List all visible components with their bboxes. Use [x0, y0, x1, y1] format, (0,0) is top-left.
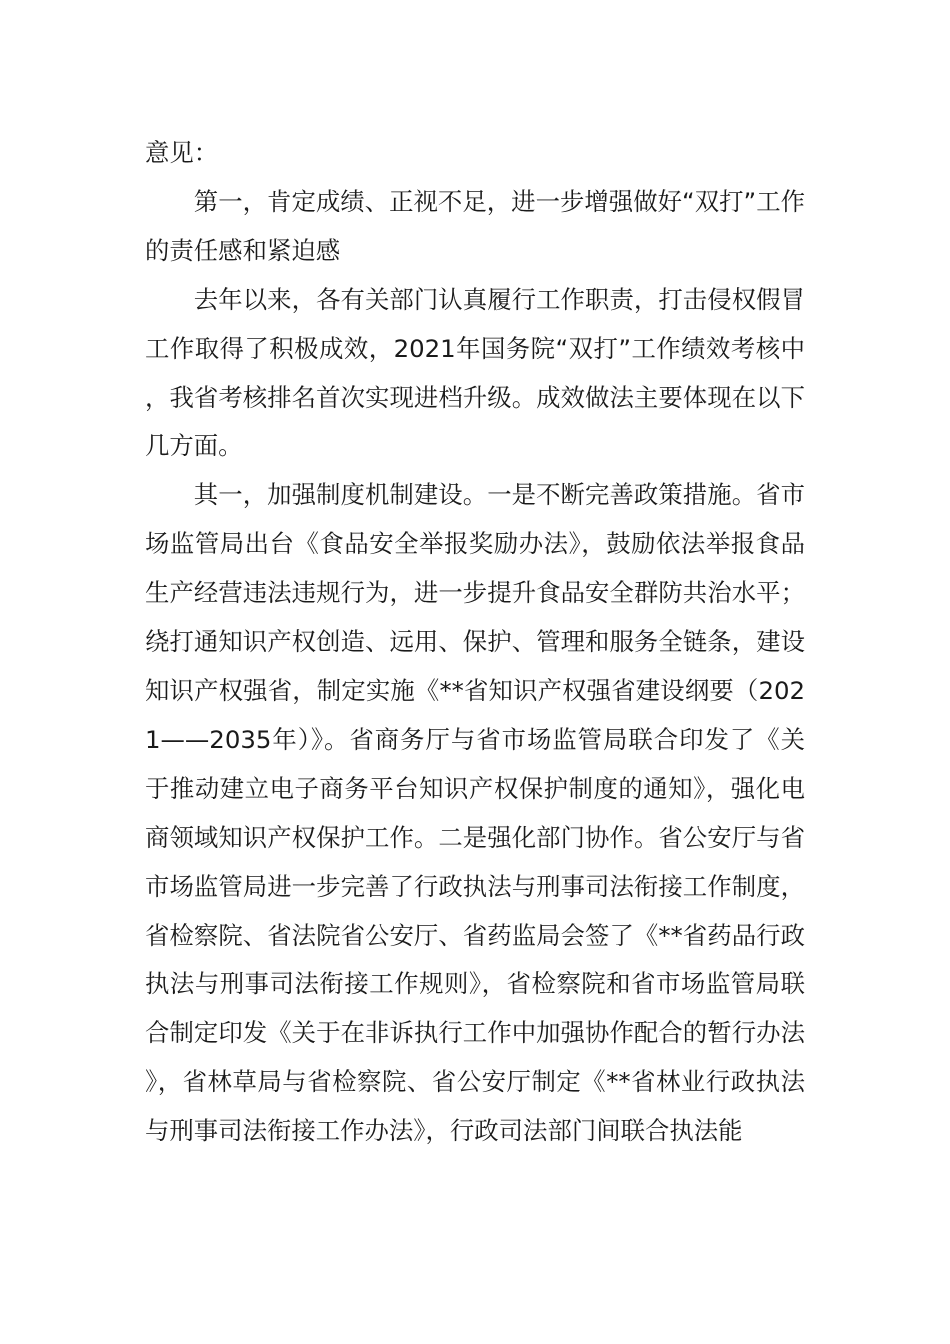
paragraph-section-one-title: 第一，肯定成绩、正视不足，进一步增强做好“双打”工作的责任感和紧迫感	[145, 186, 805, 265]
paragraph-achievements: 去年以来，各有关部门认真履行工作职责，打击侵权假冒工作取得了积极成效，2021年国务院“双打”工作绩效考核中，我省考核排名首次实现进档升级。成效做法主要体现在以下几方面。	[145, 284, 805, 461]
document-body	[145, 129, 805, 1156]
paragraph-institution-building: 其一，加强制度机制建设。一是不断完善政策措施。省市场监管局出台《食品安全举报奖励办法》，鼓励依法举报食品生产经营违法违规行为，进一步提升食品安全群防共治水平；绕打通知识产权创造、远用、保护、管理和服务全链条，建设知识产权强省，制定实施《**省知识产权强省建设纲要（2021——2035年）》。省商务厅与省市场监管局联合印发了《关于推动建立电子商务平台知识产权保护制度的通知》，强化电商领域知识产权保护工作。二是强化部门协作。省公安厅与省市场监管局进一步完善了行政执法与刑事司法衔接工作制度，省检察院、省法院省公安厅、省药监局会签了《**省药品行政执法与刑事司法衔接工作规则》，省检察院和省市场监管局联合制定印发《关于在非诉执行工作中加强协作配合的暂行办法》，省林草局与省检察院、省公安厅制定《**省林业行政执法与刑事司法衔接工作办法》，行政司法部门间联合执法能	[145, 480, 805, 1146]
paragraph-opinion-heading: 意见：	[145, 138, 219, 167]
